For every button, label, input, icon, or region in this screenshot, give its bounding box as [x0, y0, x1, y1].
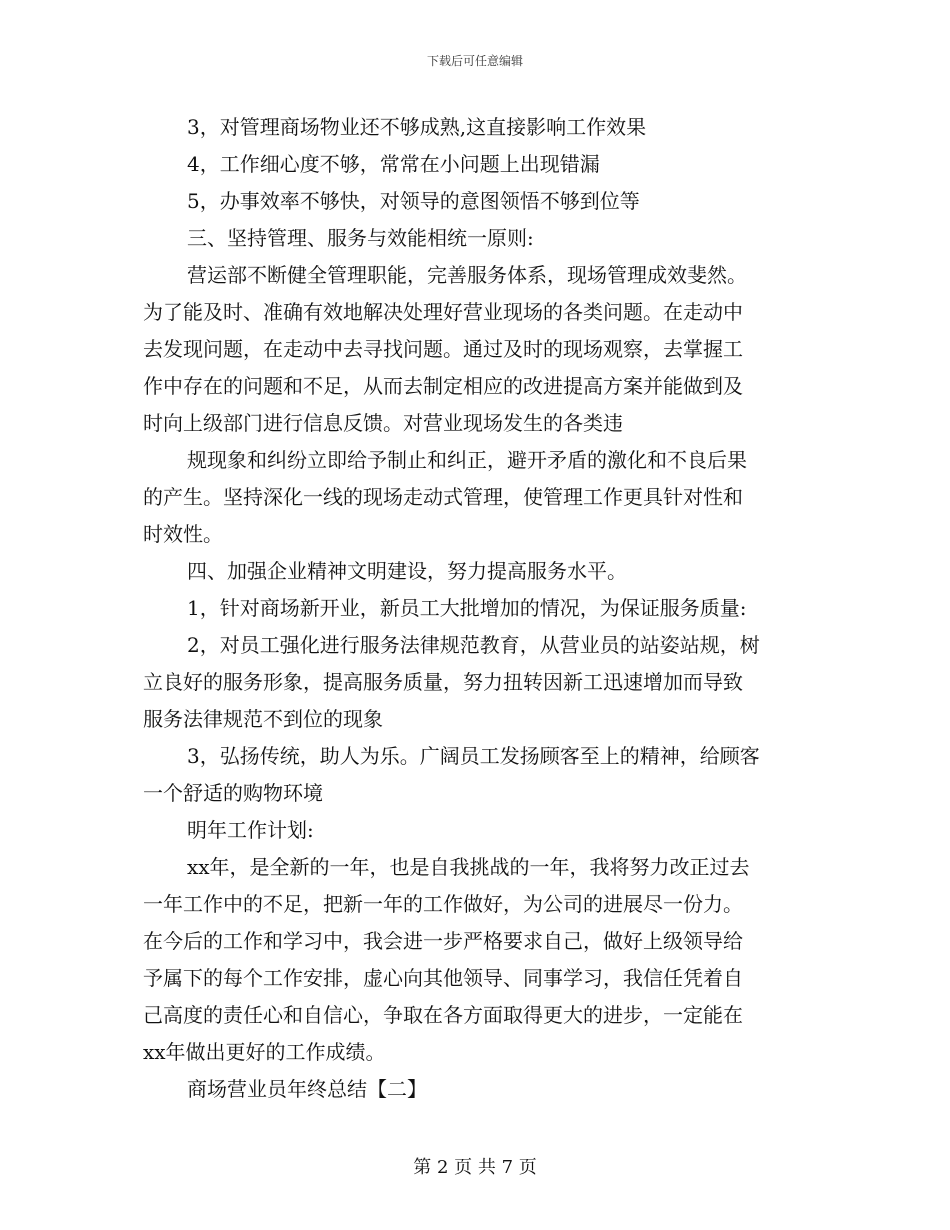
- text-line: 2，对员工强化进行服务法律规范教育，从营业员的站姿站规，树: [187, 633, 760, 657]
- text-line: 在今后的工作和学习中，我会进一步严格要求自己，做好上级领导给: [143, 929, 743, 953]
- text-line: 立良好的服务形象，提高服务质量，努力扭转因新工迅速增加而导致: [143, 670, 743, 694]
- text-line: 明年工作计划:: [187, 818, 314, 842]
- text-line: 去发现问题，在走动中去寻找问题。通过及时的现场观察，去掌握工: [143, 337, 743, 361]
- text-line: 三、坚持管理、服务与效能相统一原则:: [187, 226, 534, 250]
- text-line: xx年做出更好的工作成绩。: [143, 1040, 386, 1064]
- text-line: 规现象和纠纷立即给予制止和纠正，避开矛盾的激化和不良后果: [187, 448, 747, 472]
- text-line: 予属下的每个工作安排，虚心向其他领导、同事学习，我信任凭着自: [143, 966, 743, 990]
- text-line: 5，办事效率不够快，对领导的意图领悟不够到位等: [187, 189, 640, 213]
- page-number: 第 2 页 共 7 页: [413, 1157, 537, 1178]
- text-line: 商场营业员年终总结【二】: [187, 1077, 427, 1101]
- text-line: 1，针对商场新开业，新员工大批增加的情况，为保证服务质量:: [187, 596, 747, 620]
- text-line: 的产生。坚持深化一线的现场走动式管理，使管理工作更具针对性和: [143, 485, 743, 509]
- text-line: 己高度的责任心和自信心，争取在各方面取得更大的进步，一定能在: [143, 1003, 743, 1027]
- text-line: 为了能及时、准确有效地解决处理好营业现场的各类问题。在走动中: [143, 300, 743, 324]
- document-body: [143, 109, 813, 1108]
- page-header: 下载后可任意编辑: [426, 54, 523, 68]
- text-line: 时向上级部门进行信息反馈。对营业现场发生的各类违: [143, 411, 623, 435]
- text-line: 一个舒适的购物环境: [143, 781, 323, 805]
- text-line: 3，对管理商场物业还不够成熟,这直接影响工作效果: [187, 115, 647, 139]
- text-line: 4，工作细心度不够，常常在小问题上出现错漏: [187, 152, 600, 176]
- text-line: 营运部不断健全管理职能，完善服务体系，现场管理成效斐然。: [187, 263, 747, 287]
- text-line: 一年工作中的不足，把新一年的工作做好，为公司的进展尽一份力。: [143, 892, 743, 916]
- text-line: 服务法律规范不到位的现象: [143, 707, 383, 731]
- text-line: 3，弘扬传统，助人为乐。广阔员工发扬顾客至上的精神，给顾客: [187, 744, 760, 768]
- text-line: 时效性。: [143, 522, 223, 546]
- text-line: 四、加强企业精神文明建设，努力提高服务水平。: [187, 559, 627, 583]
- text-line: 作中存在的问题和不足，从而去制定相应的改进提高方案并能做到及: [143, 374, 743, 398]
- text-line: xx年，是全新的一年，也是自我挑战的一年，我将努力改正过去: [187, 855, 750, 879]
